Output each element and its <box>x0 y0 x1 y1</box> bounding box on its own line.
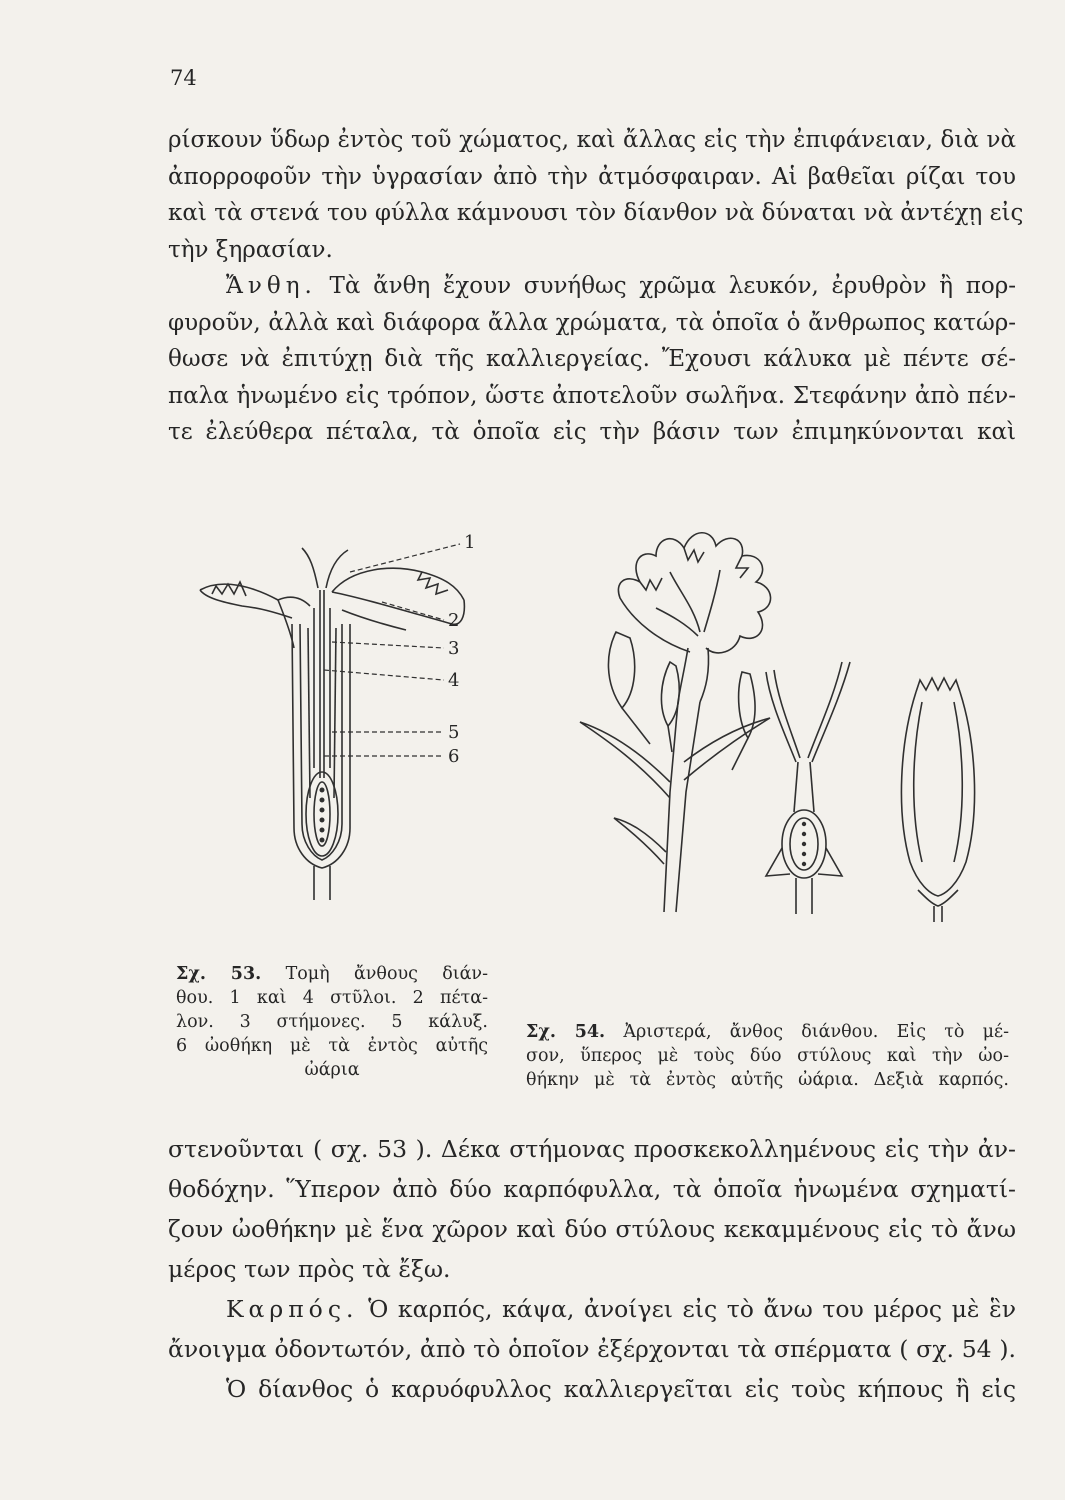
text-line: τὴν ξηρασίαν. <box>168 236 333 263</box>
callout-1: 1 <box>464 532 476 553</box>
figure-54-caption <box>526 1020 1009 1092</box>
text-line: ἄνοιγμα ὀδοντωτόν, ἀπὸ τὸ ὁποῖον ἐξέρχονται τὰ σπέρματα ( σχ. 54 ). <box>168 1335 1016 1363</box>
section-heading-anthi: Ἄνθη. <box>226 273 317 299</box>
text-line: ρίσκουν ὕδωρ ἐντὸς τοῦ χώματος, καὶ ἄλλας εἰς τὴν ἐπιφάνειαν, διὰ νὰ <box>168 127 1016 153</box>
text-line: θοδόχην. Ὕπερον ἀπὸ δύο καρπόφυλλα, τὰ ὁποῖα ἡνωμένα σχηματί- <box>168 1175 1016 1203</box>
page-number: 74 <box>170 66 197 90</box>
text-line: καὶ τὰ στενά του φύλλα κάμνουσι τὸν δίανθον νὰ δύναται νὰ ἀντέχῃ εἰς <box>168 200 1024 226</box>
caption-fragment: Τομὴ ἄνθους διάν- <box>285 964 488 984</box>
callout-4: 4 <box>448 670 460 691</box>
caption-line <box>526 1020 1009 1044</box>
text-line: ἀπορροφοῦν τὴν ὑγρασίαν ἀπὸ τὴν ἀτμόσφαιραν. Αἱ βαθεῖαι ρίζαι του <box>168 163 1016 190</box>
figure-54-flower-pistil-fruit-drawing <box>560 512 1010 927</box>
caption-line: 6 ὠοθήκη μὲ τὰ ἐντὸς αὐτῆς <box>176 1036 488 1056</box>
callout-3: 3 <box>448 638 460 659</box>
caption-line: σον, ὕπερος μὲ τοὺς δύο στύλους καὶ τὴν ὠο- <box>526 1046 1009 1066</box>
text-fragment: Τὰ ἄνθη ἔχουν συνήθως χρῶμα λευκόν, ἐρυθρὸν ἢ πορ- <box>329 273 1017 299</box>
caption-line: ὠάρια <box>304 1060 360 1080</box>
section-heading-karpos: Καρπός. <box>226 1295 359 1323</box>
text-fragment: Ὁ καρπός, κάψα, ἀνοίγει εἰς τὸ ἄνω του μέρος μὲ ἓν <box>368 1295 1016 1323</box>
figure-label: Σχ. 54. <box>526 1022 606 1042</box>
callout-2: 2 <box>448 610 460 631</box>
caption-fragment: Ἀριστερά, ἄνθος διάνθου. Εἰς τὸ μέ- <box>623 1022 1009 1042</box>
text-line <box>168 1289 1016 1329</box>
text-line: φυροῦν, ἀλλὰ καὶ διάφορα ἄλλα χρώματα, τὰ ὁποῖα ὁ ἄνθρωπος κατώρ- <box>168 309 1016 336</box>
text-line: παλα ἡνωμένο εἰς τρόπον, ὥστε ἀποτελοῦν σωλῆνα. Στεφάνην ἀπὸ πέν- <box>168 382 1016 409</box>
text-line: στενοῦνται ( σχ. 53 ). Δέκα στήμονας προσκεκολλημένους εἰς τὴν ἀν- <box>168 1135 1016 1163</box>
caption-line: λον. 3 στήμονες. 5 κάλυξ. <box>176 1012 488 1032</box>
text-line: μέρος των πρὸς τὰ ἔξω. <box>168 1255 451 1283</box>
bottom-paragraph <box>168 1129 1016 1409</box>
top-paragraph <box>168 122 1024 451</box>
callout-6: 6 <box>448 746 460 767</box>
caption-line: θου. 1 καὶ 4 στῦλοι. 2 πέτα- <box>176 988 488 1008</box>
text-line: τε ἐλεύθερα πέταλα, τὰ ὁποῖα εἰς τὴν βάσιν των ἐπιμηκύνονται καὶ <box>168 419 1016 445</box>
figure-label: Σχ. 53. <box>176 964 262 984</box>
callout-5: 5 <box>448 722 460 743</box>
figure-53-flower-section-drawing <box>182 528 482 908</box>
text-line <box>168 268 1016 305</box>
text-line: Ὁ δίανθος ὁ καρυόφυλλος καλλιεργεῖται εἰς τοὺς κήπους ἢ εἰς <box>226 1375 1016 1403</box>
caption-line: θήκην μὲ τὰ ἐντὸς αὐτῆς ὠάρια. Δεξιὰ καρπός. <box>526 1070 1009 1090</box>
text-line: ζουν ὠοθήκην μὲ ἕνα χῶρον καὶ δύο στύλους κεκαμμένους εἰς τὸ ἄνω <box>168 1215 1016 1243</box>
text-line: θωσε νὰ ἐπιτύχῃ διὰ τῆς καλλιεργείας. Ἔχουσι κάλυκα μὲ πέντε σέ- <box>168 346 1016 372</box>
caption-line <box>176 962 488 986</box>
figure-53-caption <box>176 962 488 1082</box>
